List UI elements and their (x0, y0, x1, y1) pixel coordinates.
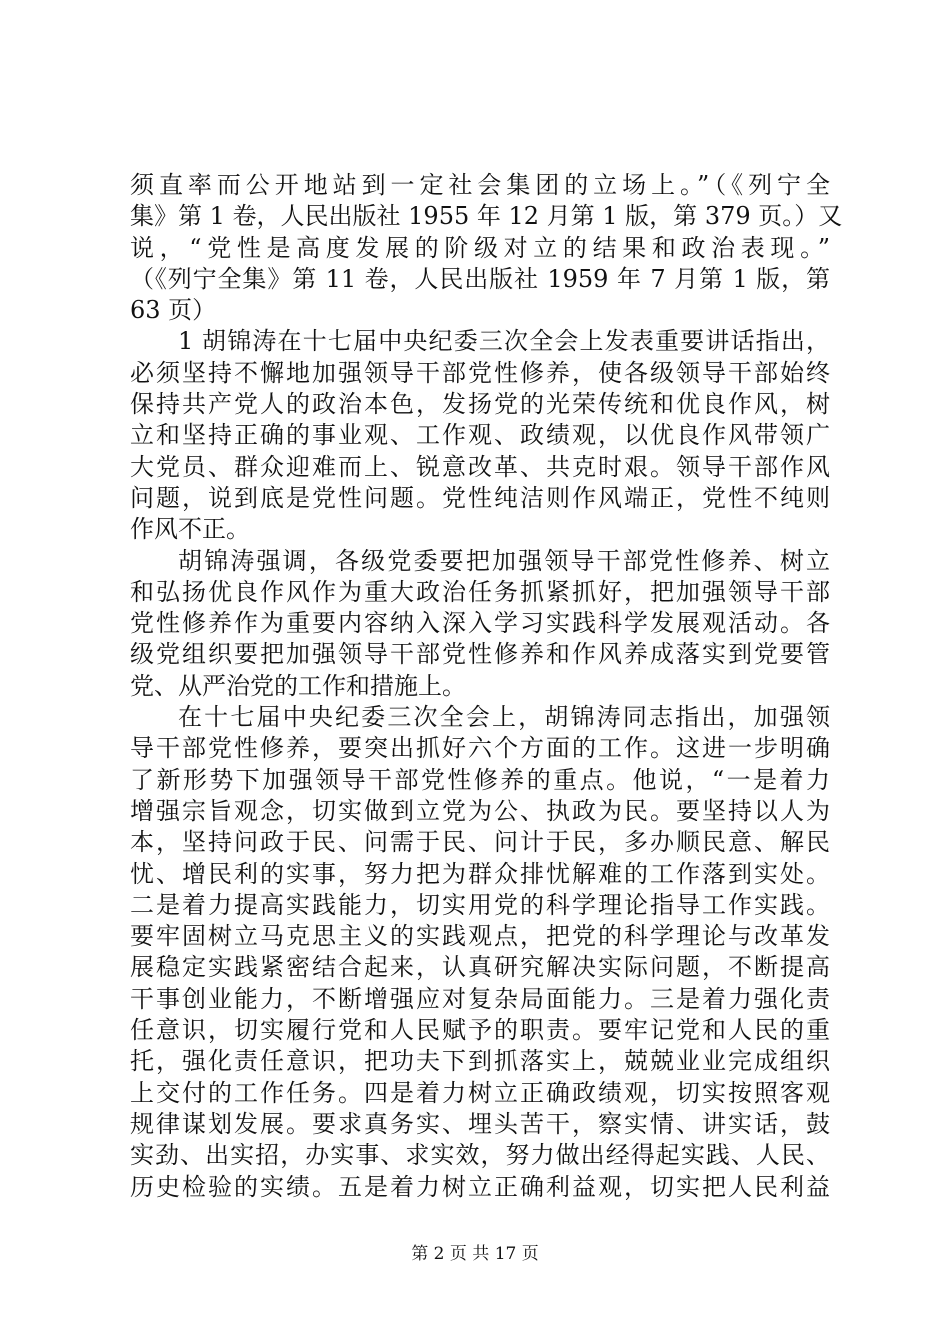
text-line: 忧、增民利的实事，努力把为群众排忧解难的工作落到实处。 (130, 859, 830, 888)
text-line: 大党员、群众迎难而上、锐意改革、共克时艰。领导干部作风 (130, 452, 830, 481)
text-line: 干事创业能力，不断增强应对复杂局面能力。三是着力强化责 (130, 984, 830, 1013)
text-line: 在十七届中央纪委三次全会上，胡锦涛同志指出，加强领 (178, 703, 830, 732)
text-line: 托，强化责任意识，把功夫下到抓落实上，兢兢业业完成组织 (130, 1047, 830, 1076)
text-line: （《列宁全集》第 11 卷，人民出版社 1959 年 7 月第 1 版，第 (130, 264, 830, 293)
text-line: 必须坚持不懈地加强领导干部党性修养，使各级领导干部始终 (130, 358, 830, 387)
text-line: 要牢固树立马克思主义的实践观点，把党的科学理论与改革发 (130, 922, 830, 951)
text-line: 保持共产党人的政治本色，发扬党的光荣传统和优良作风，树 (130, 390, 830, 419)
text-line: 和弘扬优良作风作为重大政治任务抓紧抓好，把加强领导干部 (130, 577, 830, 606)
text-line: 了新形势下加强领导干部党性修养的重点。他说，“一是着力 (130, 765, 830, 794)
text-line: 党性修养作为重要内容纳入深入学习实践科学发展观活动。各 (130, 609, 830, 638)
text-line: 1 胡锦涛在十七届中央纪委三次全会上发表重要讲话指出， (178, 327, 830, 356)
text-line: 二是着力提高实践能力，切实用党的科学理论指导工作实践。 (130, 890, 830, 919)
text-line: 胡锦涛强调，各级党委要把加强领导干部党性修养、树立 (178, 546, 830, 575)
text-line: 级党组织要把加强领导干部党性修养和作风养成落实到党要管 (130, 640, 830, 669)
text-line: 任意识，切实履行党和人民赋予的职责。要牢记党和人民的重 (130, 1016, 830, 1045)
page-number-footer: 第 2 页 共 17 页 (411, 1244, 539, 1264)
text-line: 展稳定实践紧密结合起来，认真研究解决实际问题，不断提高 (130, 953, 830, 982)
text-line: 导干部党性修养，要突出抓好六个方面的工作。这进一步明确 (130, 734, 830, 763)
text-line: 集》第 1 卷，人民出版社 1955 年 12 月第 1 版，第 379 页。）又 (130, 202, 843, 231)
text-line: 问题，说到底是党性问题。党性纯洁则作风端正，党性不纯则 (130, 483, 830, 512)
text-line: 党、从严治党的工作和措施上。 (130, 671, 466, 700)
text-line: 实劲、出实招，办实事、求实效，努力做出经得起实践、人民、 (130, 1141, 830, 1170)
text-line: 说，“党性是高度发展的阶级对立的结果和政治表现。” (130, 233, 830, 262)
text-line: 须直率而公开地站到一定社会集团的立场上。”（《列宁全 (130, 171, 830, 199)
text-line: 增强宗旨观念，切实做到立党为公、执政为民。要坚持以人为 (130, 796, 830, 825)
text-line: 本，坚持问政于民、问需于民、问计于民，多办顺民意、解民 (130, 828, 830, 857)
text-line: 63 页） (130, 296, 217, 325)
text-line: 作风不正。 (130, 515, 250, 544)
text-line: 历史检验的实绩。五是着力树立正确利益观，切实把人民利益 (130, 1172, 830, 1201)
text-line: 立和坚持正确的事业观、工作观、政绩观，以优良作风带领广 (130, 421, 830, 450)
body-text (130, 170, 843, 1203)
text-line: 上交付的工作任务。四是着力树立正确政绩观，切实按照客观 (130, 1078, 830, 1107)
text-line: 规律谋划发展。要求真务实、埋头苦干，察实情、讲实话，鼓 (130, 1109, 830, 1138)
